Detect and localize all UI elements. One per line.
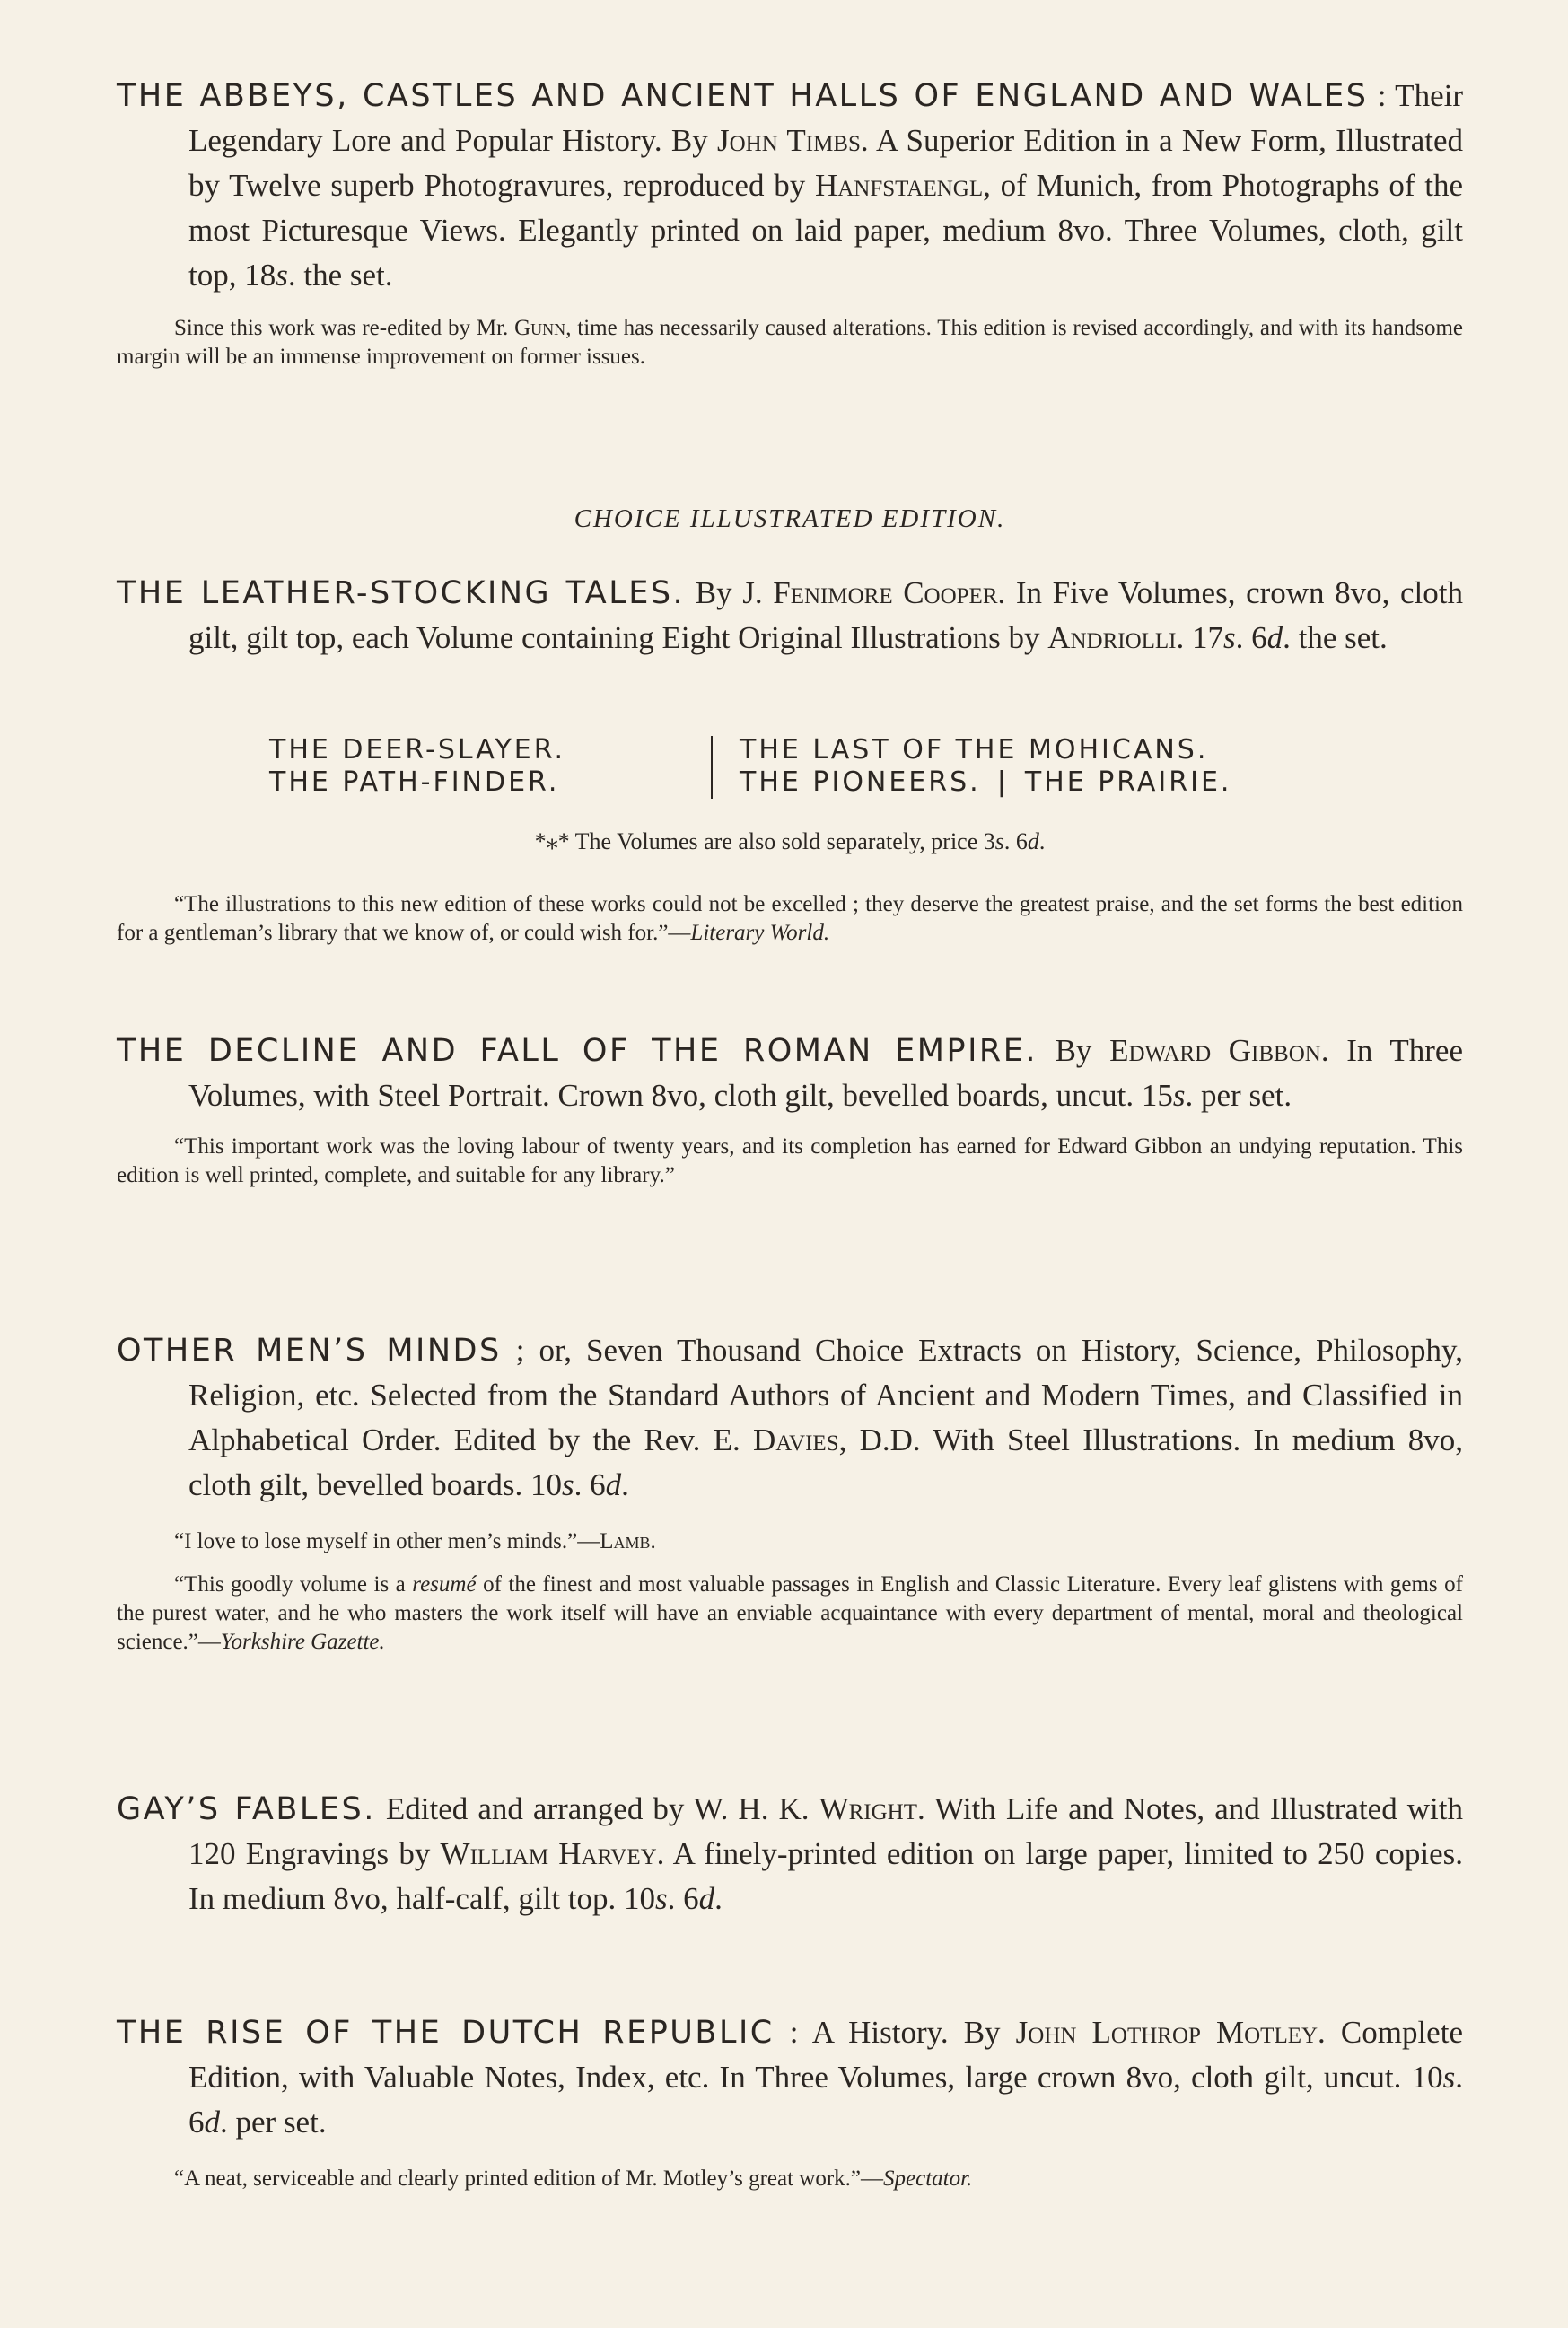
entry-gay-editor: Wright [819, 1791, 918, 1826]
volume-mohicans: THE LAST OF THE MOHICANS. [740, 734, 1209, 766]
volume-path-finder: THE PATH-FINDER. [269, 766, 560, 798]
entry-decline-review: “This important work was the loving labour of twenty years, and its completion has earned for Edward Gibbon an undying reputation. This edition is well printed, complete, and suitable for any library.” [117, 1134, 1463, 1187]
entry-leather-review-source: Literary World. [690, 921, 830, 945]
entry-dutch-review-source: Spectator. [883, 2166, 973, 2191]
entry-minds-review-source: Yorkshire Gazette. [220, 1630, 385, 1654]
entry-gays-fables [117, 1787, 1463, 1921]
entry-decline-fall [117, 1028, 1463, 1190]
entry-leather-description: THE LEATHER-STOCKING TALES. By J. Fenimore Cooper. In Five Volumes, crown 8vo, cloth gilt, gilt top, each Volume containing Eight Original Illustrations by Andriolli. 17s. 6d. the set. [117, 575, 1463, 655]
entry-abbeys-engraver: Hanfstaengl [814, 168, 984, 203]
entry-minds-review: “This goodly volume is a resumé of the finest and most valuable passages in English and Classic Literature. Every leaf glistens with gems of the purest water, and he who masters the work itself will have an enviable acquaintance with every department of mental, moral and theological science.”—Yorkshire Gazette. [117, 1572, 1463, 1654]
entry-dutch-author: John Lothrop Motley [1015, 2015, 1318, 2050]
entry-abbeys [117, 74, 1463, 372]
entry-dutch-description: THE RISE OF THE DUTCH REPUBLIC : A History. By John Lothrop Motley. Complete Edition, with Valuable Notes, Index, etc. In Three Volumes, large crown 8vo, cloth gilt, uncut. 10s. 6d. per set. [117, 2015, 1463, 2140]
entry-other-mens-minds [117, 1328, 1463, 1657]
section-heading: CHOICE ILLUSTRATED EDITION. [574, 504, 1006, 533]
entry-leather-author: Fenimore Cooper [773, 575, 998, 610]
entry-leather-separate-note: *⁎* The Volumes are also sold separately, price 3s. 6d. [534, 828, 1046, 854]
volume-prairie: THE PRAIRIE. [1024, 766, 1232, 798]
entry-gay-illustrator: William Harvey [440, 1836, 657, 1871]
entry-abbeys-title: THE ABBEYS, CASTLES AND ANCIENT HALLS OF ENGLAND AND WALES [117, 78, 1369, 114]
entry-leather-illustrator: Andriolli [1047, 620, 1177, 655]
entry-decline-description: THE DECLINE AND FALL OF THE ROMAN EMPIRE. By Edward Gibbon. In Three Volumes, with Steel Portrait. Crown 8vo, cloth gilt, bevelled boards, uncut. 15s. per set. [117, 1033, 1463, 1113]
entry-abbeys-note: Since this work was re-edited by Mr. Gunn, time has necessarily caused alterations. This edition is revised accordingly, and with its handsome margin will be an immense improvement on former issues. [117, 316, 1463, 369]
entry-minds-description: OTHER MEN’S MINDS ; or, Seven Thousand Choice Extracts on History, Science, Philosophy, Religion, etc. Selected from the Standard Authors of Ancient and Modern Times, and Classified in Alphabetical Order. Edited by the Rev. E. Davies, D.D. With Steel Illustrations. In medium 8vo, cloth gilt, bevelled boards. 10s. 6d. [117, 1333, 1464, 1502]
entry-leather-stocking [117, 571, 1463, 661]
entry-dutch-title: THE RISE OF THE DUTCH REPUBLIC [117, 2015, 775, 2051]
entry-decline-author: Edward Gibbon [1109, 1033, 1321, 1068]
entry-dutch-republic [117, 2010, 1463, 2193]
entry-dutch-review: “A neat, serviceable and clearly printed edition of Mr. Motley’s great work.”—Spectator. [174, 2166, 973, 2191]
volume-pioneers: THE PIONEERS. [740, 766, 981, 798]
entry-leather-title: THE LEATHER-STOCKING TALES. [117, 575, 686, 611]
entry-decline-title: THE DECLINE AND FALL OF THE ROMAN EMPIRE. [117, 1033, 1038, 1069]
entry-minds-title: OTHER MEN’S MINDS [117, 1333, 502, 1369]
entry-minds-quote-lamb: “I love to lose myself in other men’s minds.”—Lamb. [174, 1529, 656, 1553]
entry-leather-review: “The illustrations to this new edition of these works could not be excelled ; they deserve the greatest praise, and the set forms the best edition for a gentleman’s library that we know of, or could wish for.”—Literary World. [117, 892, 1463, 945]
entry-abbeys-author: John Timbs [716, 123, 861, 158]
volume-deer-slayer: THE DEER-SLAYER. [269, 734, 566, 766]
entry-minds-editor: Davies [752, 1422, 839, 1457]
catalogue-page: THE ABBEYS, CASTLES AND ANCIENT HALLS OF ENGLAND AND WALES : Their Legendary Lore and Popular History. By John Timbs. A Superior Edition in a New Form, Illustrated by Twelve superb Photogravures, reproduced by Hanfstaengl, of Munich, from Photographs of the most Picturesque Views. Elegantly printed on laid paper, medium 8vo. Three Volumes, cloth, gilt top, 18s. the set. Since this work was re-edited by Mr. Gunn, time has necessarily caused alterations. This edition is revised accordingly, and with its handsome margin will be an immense improvement on former issues. CHOICE ILLUSTRATED EDITION. THE LEATHER-STOCKING TALES. By J. Fenimore Cooper. In Five Volumes, crown 8vo, cloth gilt, gilt top, each Volume containing Eight Original Illustrations by Andriolli. 17s. 6d. the set. THE DEER-SLAYER. THE PATH-FINDER. THE LAST OF THE MOHICANS. THE PIONEERS. | THE PRAIRIE. *⁎* The Volumes are also sold separately, price 3s. 6d. “The illustrations to this new edition of these works could not be excelled ; they deserve the greatest praise, and the set forms the best edition for a gentleman’s library that we know of, or could wish for.”—Literary World. THE DECLINE AND FALL OF THE ROMAN EMPIRE. By Edward Gibbon. In Three Volumes, with Steel Portrait. Crown 8vo, cloth gilt, bevelled boards, uncut. 15s. per set. “This important work was the loving labour of twenty years, and its completion has earned for Edward Gibbon an undying reputation. This edition is well printed, complete, and suitable for any library.” OTHER MEN’S MINDS ; or, Seven Thousand Choice Extracts on History, Science, Philosophy, Religion, etc. Selected from the Standard Authors of Ancient and Modern Times, and Classified in Alphabetical Order. Edited by the Rev. E. Davies, D.D. With Steel Illustrations. In medium 8vo, cloth gilt, bevelled boards. 10s. 6d. “I love to lose myself in other men’s minds.”—Lamb. “This goodly volume is a resumé of the finest and most valuable passages in English and Classic Literature. Every leaf glistens with gems of the purest water, and he who masters the work itself will have an enviable acquaintance with every department of mental, moral and theological science.”—Yorkshire Gazette. GAY’S FABLES. Edited and arranged by W. H. K. Wright. With Life and Notes, and Illustrated with 120 Engravings by William Harvey. A finely-printed edition on large paper, limited to 250 copies. In medium 8vo, half-calf, gilt top. 10s. 6d. THE RISE OF THE DUTCH REPUBLIC : A History. By John Lothrop Motley. Complete Edition, with Valuable Notes, Index, etc. In Three Volumes, large crown 8vo, cloth gilt, uncut. 10s. 6d. per set. “A neat, serviceable and clearly printed edition of Mr. Motley’s great work.”—Spectator. [0, 0, 1568, 2328]
volume-divider [711, 736, 713, 799]
entry-abbeys-description: THE ABBEYS, CASTLES AND ANCIENT HALLS OF ENGLAND AND WALES : Their Legendary Lore and Popular History. By John Timbs. A Superior Edition in a New Form, Illustrated by Twelve superb Photogravures, reproduced by Hanfstaengl, of Munich, from Photographs of the most Picturesque Views. Elegantly printed on laid paper, medium 8vo. Three Volumes, cloth, gilt top, 18s. the set. [117, 78, 1463, 293]
entry-gay-title: GAY’S FABLES. [117, 1791, 376, 1827]
entry-gay-description: GAY’S FABLES. Edited and arranged by W. H. K. Wright. With Life and Notes, and Illustrated with 120 Engravings by William Harvey. A finely-printed edition on large paper, limited to 250 copies. In medium 8vo, half-calf, gilt top. 10s. 6d. [117, 1791, 1463, 1916]
